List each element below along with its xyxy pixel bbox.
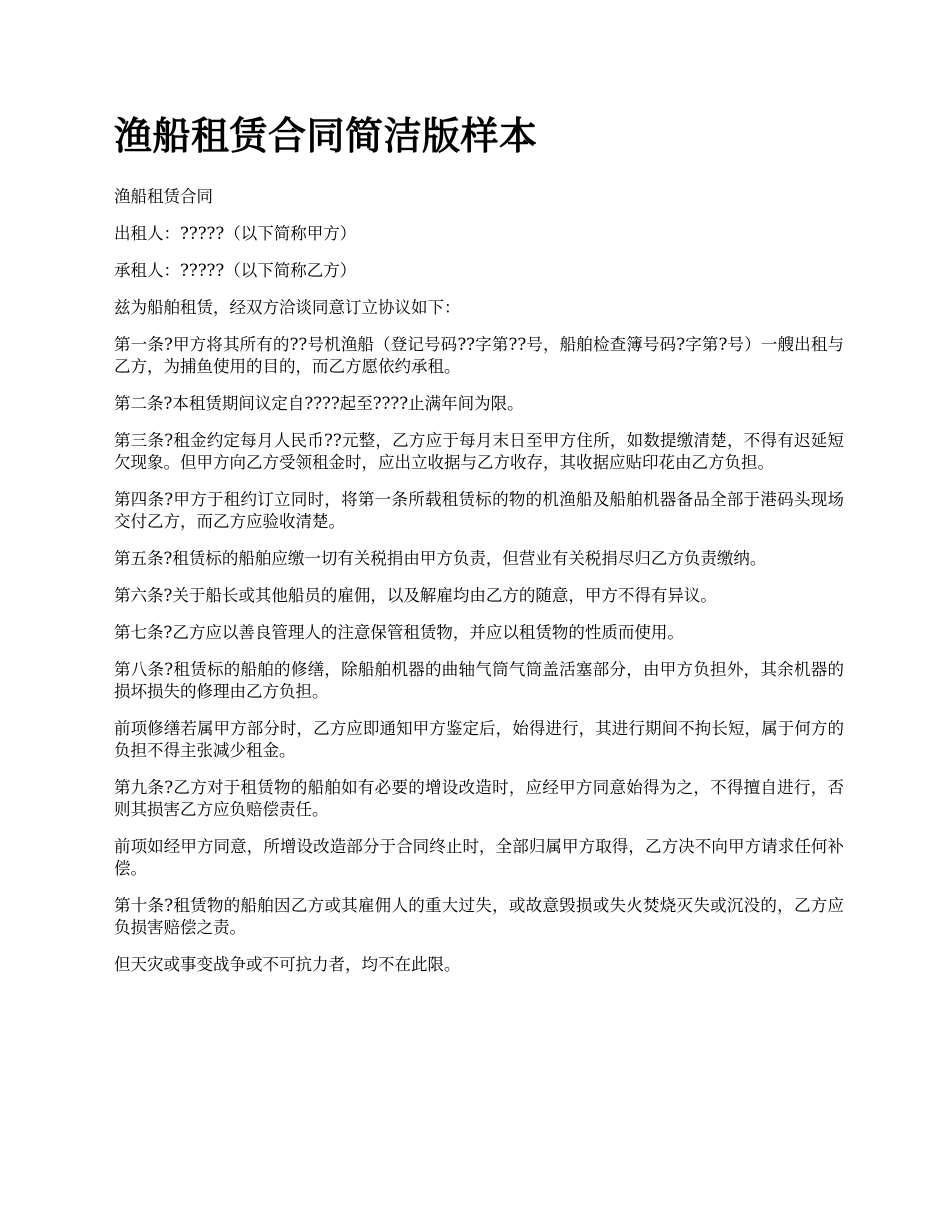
article-6: 第六条?关于船长或其他船员的雇佣，以及解雇均由乙方的随意，甲方不得有异议。 bbox=[114, 586, 717, 605]
lessor-line: 出租人：?????（以下简称甲方） bbox=[114, 224, 357, 243]
article-4: 第四条?甲方于租约订立同时，将第一条所载租赁标的物的机渔船及船舶机器备品全部于港码头现场交付乙方，而乙方应验收清楚。 bbox=[114, 490, 844, 531]
article-10-clause: 但天灾或事变战争或不可抗力者，均不在此限。 bbox=[114, 955, 461, 974]
article-7: 第七条?乙方应以善良管理人的注意保管租赁物，并应以租赁物的性质而使用。 bbox=[114, 623, 684, 642]
article-10: 第十条?租赁物的船舶因乙方或其雇佣人的重大过失，或故意毁损或失火焚烧灭失或沉没的，乙方应负损害赔偿之责。 bbox=[114, 896, 844, 937]
article-9: 第九条?乙方对于租赁物的船舶如有必要的增设改造时，应经甲方同意始得为之，不得擅自进行，否则其损害乙方应负赔偿责任。 bbox=[114, 778, 844, 819]
article-9-clause: 前项如经甲方同意，所增设改造部分于合同终止时，全部归属甲方取得，乙方决不向甲方请求任何补偿。 bbox=[114, 837, 844, 878]
document-title: 渔船租赁合同简洁版样本 bbox=[114, 114, 538, 158]
article-3: 第三条?租金约定每月人民币??元整，乙方应于每月末日至甲方住所，如数提缴清楚，不得有迟延短欠现象。但甲方向乙方受领租金时，应出立收据与乙方收存，其收据应贴印花由乙方负担。 bbox=[114, 431, 844, 472]
article-1: 第一条?甲方将其所有的??号机渔船（登记号码??字第??号，船舶检查簿号码?字第?号）一艘出租与乙方，为捕鱼使用的目的，而乙方愿依约承租。 bbox=[114, 335, 844, 376]
lessee-line: 承租人：?????（以下简称乙方） bbox=[114, 261, 357, 280]
article-8-clause: 前项修缮若属甲方部分时，乙方应即通知甲方鉴定后，始得进行，其进行期间不拘长短，属于何方的负担不得主张减少租金。 bbox=[114, 719, 844, 760]
document-page bbox=[114, 112, 844, 991]
contract-heading: 渔船租赁合同 bbox=[114, 187, 213, 206]
article-5: 第五条?租赁标的船舶应缴一切有关税捐由甲方负责，但营业有关税捐尽归乙方负责缴纳。 bbox=[114, 549, 767, 568]
article-2: 第二条?本租赁期间议定自????起至????止满年间为限。 bbox=[114, 394, 524, 413]
preamble: 兹为船舶租赁，经双方洽谈同意订立协议如下： bbox=[114, 298, 461, 317]
article-8: 第八条?租赁标的船舶的修缮，除船舶机器的曲轴气筒气筒盖活塞部分，由甲方负担外，其余机器的损坏损失的修理由乙方负担。 bbox=[114, 660, 844, 701]
